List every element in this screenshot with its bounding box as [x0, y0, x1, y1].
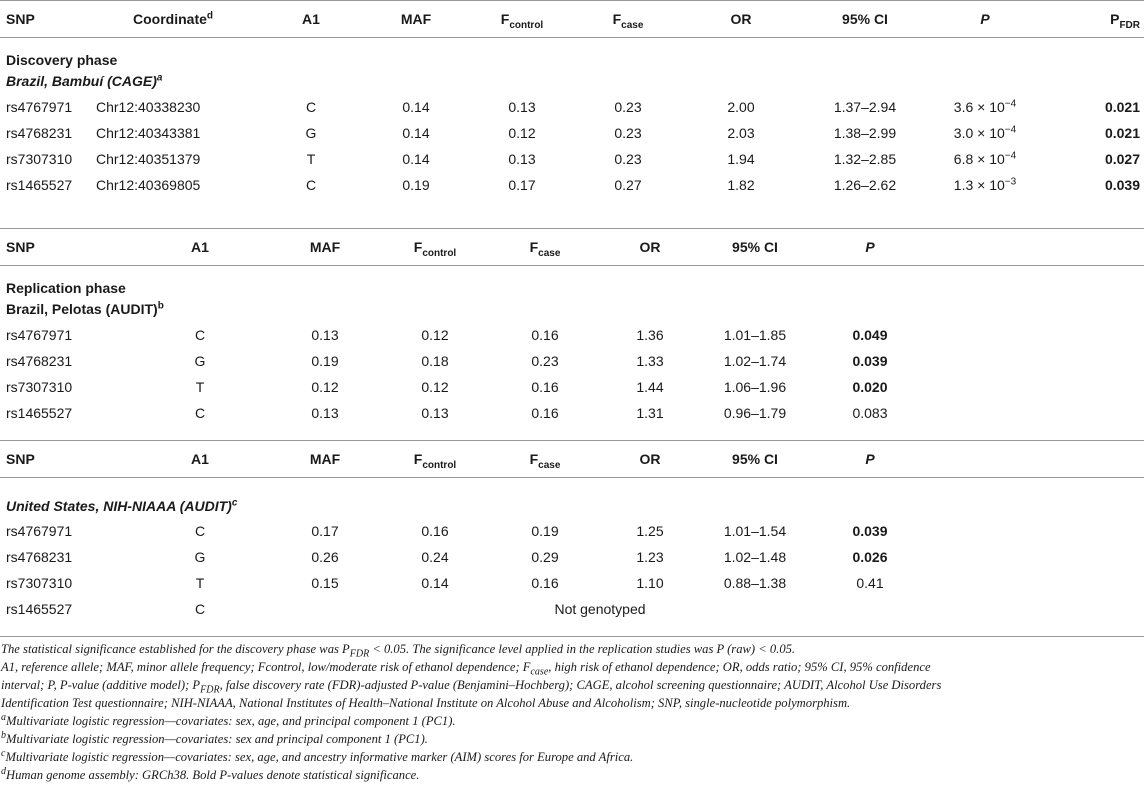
- cell-snp: rs4767971: [6, 523, 73, 539]
- header-coordinate: Coordinate$^d$: [90, 1, 256, 38]
- table-row: [0, 172, 1144, 198]
- cell-snp: rs4768231: [6, 125, 73, 141]
- cell-snp: rs1465527: [6, 601, 73, 617]
- cell-a1: C: [194, 327, 206, 343]
- cell-ci: 1.38–2.99: [833, 125, 897, 141]
- cell-fcase: 0.19: [531, 523, 559, 539]
- header-ci: 95% CI: [700, 229, 810, 266]
- cell-or: 2.03: [727, 125, 755, 141]
- cell-fcontrol: 0.14: [421, 575, 449, 591]
- cell-empty: [930, 322, 1144, 348]
- table-row: [0, 570, 1144, 596]
- table-row: [0, 400, 1144, 426]
- cell-p: 0.026: [852, 549, 888, 565]
- cell-fcontrol: 0.17: [508, 177, 536, 193]
- cell-pfdr: 0.039: [1104, 177, 1140, 193]
- cell-fcase: 0.16: [531, 575, 559, 591]
- not-genotyped-note: Not genotyped: [554, 601, 646, 617]
- footnote-c: $^c$Multivariate logistic regression—covariates: sex, age, and ancestry informative marker (AIM) scores for Europe and Africa.: [1, 747, 634, 764]
- cell-snp: rs7307310: [6, 379, 73, 395]
- cell-maf: 0.17: [311, 523, 339, 539]
- cell-a1: G: [194, 353, 206, 369]
- cell-maf: 0.26: [311, 549, 339, 565]
- cell-a1: C: [194, 601, 206, 617]
- header-empty: [930, 229, 1144, 266]
- cell-fcase: 0.23: [614, 125, 642, 141]
- footnote-line: The statistical significance established for the discovery phase was $P_{FDR} < 0.05$. The significance level applied in the replication studies was P (raw) < 0.05.: [1, 642, 796, 660]
- cell-snp: rs4768231: [6, 549, 73, 565]
- cell-fcontrol: 0.18: [421, 353, 449, 369]
- cell-p: 0.039: [852, 353, 888, 369]
- header-ci: 95% CI: [804, 1, 926, 38]
- cell-maf: 0.14: [402, 125, 430, 141]
- header-fcontrol: $F_{control}$: [380, 229, 490, 266]
- header-maf: MAF: [366, 1, 466, 38]
- footnote-a: $^a$Multivariate logistic regression—covariates: sex, age, and principal component 1 (PC1).: [1, 711, 456, 728]
- table-row: [0, 146, 1144, 172]
- cell-p: $6.8 \times 10^{-4}$: [953, 150, 1017, 167]
- cell-coordinate: Chr12:40369805: [96, 177, 201, 193]
- cell-fcase: 0.16: [531, 379, 559, 395]
- cell-maf: 0.14: [402, 99, 430, 115]
- cell-maf: 0.13: [311, 405, 339, 421]
- cell-p: 0.049: [852, 327, 888, 343]
- cell-or: 1.36: [636, 327, 664, 343]
- cell-ci: 0.96–1.79: [723, 405, 787, 421]
- table-row: [0, 374, 1144, 400]
- cell-maf: 0.19: [311, 353, 339, 369]
- cell-empty: [930, 518, 1144, 544]
- cohort-title: Brazil, Pelotas (AUDIT)$^b$: [6, 300, 164, 317]
- cell-fcase: 0.23: [614, 151, 642, 167]
- cell-pfdr: 0.027: [1104, 151, 1140, 167]
- cell-ci: 1.26–2.62: [833, 177, 897, 193]
- table-row: [0, 120, 1144, 146]
- section-title: Replication phase: [6, 280, 126, 296]
- footnote-line: Identification Test questionnaire; NIH-NIAAA, National Institutes of Health–National Institute on Alcohol Abuse and Alcoholism; SNP, single-nucleotide polymorphism.: [1, 696, 851, 710]
- cohort-title: Brazil, Bambuí (CAGE)$^a$: [6, 72, 163, 89]
- cell-pfdr: 0.021: [1104, 125, 1140, 141]
- header-a1: A1: [130, 229, 270, 266]
- header-a1: A1: [256, 1, 366, 38]
- cell-fcontrol: 0.24: [421, 549, 449, 565]
- cell-ci: 1.02–1.48: [723, 549, 787, 565]
- header-or: OR: [678, 1, 804, 38]
- replication-table: [0, 228, 1144, 426]
- header-ci: 95% CI: [700, 441, 810, 478]
- cell-or: 2.00: [727, 99, 755, 115]
- header-snp: SNP: [0, 441, 130, 478]
- section-row: [0, 38, 1144, 69]
- cell-fcase: 0.23: [531, 353, 559, 369]
- cell-or: 1.33: [636, 353, 664, 369]
- header-maf: MAF: [270, 441, 380, 478]
- cohort-row: [0, 296, 1144, 322]
- cell-ci: 1.32–2.85: [833, 151, 897, 167]
- header-fcase: $F_{case}$: [490, 229, 600, 266]
- cell-snp: rs4767971: [6, 327, 73, 343]
- table-footnotes: [0, 640, 1144, 784]
- cell-a1: T: [195, 575, 205, 591]
- header-a1: A1: [130, 441, 270, 478]
- header-empty: [930, 441, 1144, 478]
- cell-a1: T: [195, 379, 205, 395]
- cell-empty: [930, 570, 1144, 596]
- cell-or: 1.82: [727, 177, 755, 193]
- cell-empty: [930, 374, 1144, 400]
- table-header-row: [0, 441, 1144, 478]
- cell-maf: 0.12: [311, 379, 339, 395]
- cell-p: 0.020: [852, 379, 888, 395]
- niaaa-table: [0, 440, 1144, 622]
- table-row: [0, 544, 1144, 570]
- cell-ci: 1.02–1.74: [723, 353, 787, 369]
- header-fcase: $F_{case}$: [578, 1, 678, 38]
- header-p: P: [810, 229, 930, 266]
- cell-fcase: 0.29: [531, 549, 559, 565]
- cell-maf: 0.14: [402, 151, 430, 167]
- cohort-row: [0, 68, 1144, 94]
- header-fcase: $F_{case}$: [490, 441, 600, 478]
- cell-ci: 1.06–1.96: [723, 379, 787, 395]
- cell-fcase: 0.27: [614, 177, 642, 193]
- cell-fcontrol: 0.12: [421, 327, 449, 343]
- header-pfdr: $P_{FDR}$: [1044, 1, 1144, 38]
- header-p: P: [926, 1, 1044, 38]
- cell-p: $3.6 \times 10^{-4}$: [953, 98, 1017, 115]
- cell-fcase: 0.16: [531, 405, 559, 421]
- table-header-row: [0, 229, 1144, 266]
- cell-p: 0.039: [852, 523, 888, 539]
- cell-or: 1.10: [636, 575, 664, 591]
- cell-fcase: 0.23: [614, 99, 642, 115]
- cell-p: $1.3 \times 10^{-3}$: [953, 176, 1017, 193]
- discovery-table: [0, 0, 1144, 198]
- cell-fcontrol: 0.13: [508, 151, 536, 167]
- header-maf: MAF: [270, 229, 380, 266]
- cell-p: 0.083: [852, 405, 888, 421]
- cell-ci: 1.37–2.94: [833, 99, 897, 115]
- cell-ci: 1.01–1.54: [723, 523, 787, 539]
- cell-fcontrol: 0.12: [508, 125, 536, 141]
- cell-snp: rs1465527: [6, 177, 73, 193]
- table-row: [0, 518, 1144, 544]
- cell-ci: 1.01–1.85: [723, 327, 787, 343]
- cell-fcase: 0.16: [531, 327, 559, 343]
- cell-empty: [930, 544, 1144, 570]
- cell-or: 1.94: [727, 151, 755, 167]
- header-fcontrol: $F_{control}$: [380, 441, 490, 478]
- cell-snp: rs7307310: [6, 151, 73, 167]
- footnote-d: $^d$Human genome assembly: GRCh38. Bold P-values denote statistical significance.: [1, 765, 420, 782]
- cell-p: $3.0 \times 10^{-4}$: [953, 124, 1017, 141]
- cell-coordinate: Chr12:40351379: [96, 151, 201, 167]
- cell-maf: 0.15: [311, 575, 339, 591]
- cell-snp: rs1465527: [6, 405, 73, 421]
- footnote-line: interval; P, P-value (additive model); $P_{FDR}$, false discovery rate (FDR)-adjusted P-value (Benjamini–Hochberg); CAGE, alcohol screening questionnaire; AUDIT, Alcohol Use Disorders: [1, 678, 942, 696]
- section-title: Discovery phase: [6, 52, 118, 68]
- header-snp: SNP: [0, 1, 90, 38]
- cell-fcontrol: 0.12: [421, 379, 449, 395]
- table-row: [0, 94, 1144, 120]
- cell-snp: rs7307310: [6, 575, 73, 591]
- cell-coordinate: Chr12:40338230: [96, 99, 201, 115]
- cell-fcontrol: 0.16: [421, 523, 449, 539]
- cell-maf: 0.19: [402, 177, 430, 193]
- footnote-line: A1, reference allele; MAF, minor allele frequency; Fcontrol, low/moderate risk of ethanol dependence; $F_{case}$, high risk of ethanol dependence; OR, odds ratio; 95% CI, 95% confidence: [1, 660, 931, 678]
- cell-a1: C: [305, 99, 317, 115]
- cell-fcontrol: 0.13: [508, 99, 536, 115]
- cell-empty: [930, 596, 1144, 622]
- cell-maf: 0.13: [311, 327, 339, 343]
- cell-a1: G: [194, 549, 206, 565]
- header-snp: SNP: [0, 229, 130, 266]
- table-row: [0, 348, 1144, 374]
- cell-empty: [930, 400, 1144, 426]
- footnote-divider: [0, 636, 1144, 637]
- cell-p: 0.41: [856, 575, 884, 591]
- footnote-b: $^b$Multivariate logistic regression—covariates: sex and principal component 1 (PC1).: [1, 729, 428, 746]
- cell-empty: [930, 348, 1144, 374]
- header-or: OR: [600, 229, 700, 266]
- header-or: OR: [600, 441, 700, 478]
- header-fcontrol: $F_{control}$: [466, 1, 578, 38]
- cohort-row: [0, 478, 1144, 519]
- cell-or: 1.23: [636, 549, 664, 565]
- cell-a1: G: [305, 125, 317, 141]
- cell-fcontrol: 0.13: [421, 405, 449, 421]
- table-row: [0, 596, 1144, 622]
- cell-or: 1.31: [636, 405, 664, 421]
- section-row: [0, 266, 1144, 297]
- cell-snp: rs4767971: [6, 99, 73, 115]
- header-p: P: [810, 441, 930, 478]
- cell-coordinate: Chr12:40343381: [96, 125, 201, 141]
- cell-ci: 0.88–1.38: [723, 575, 787, 591]
- cell-or: 1.25: [636, 523, 664, 539]
- cell-a1: C: [194, 405, 206, 421]
- cell-snp: rs4768231: [6, 353, 73, 369]
- table-header-row: [0, 1, 1144, 38]
- cell-a1: C: [305, 177, 317, 193]
- cohort-title: United States, NIH-NIAAA (AUDIT)$^c$: [6, 497, 238, 514]
- cell-a1: T: [306, 151, 316, 167]
- cell-a1: C: [194, 523, 206, 539]
- table-row: [0, 322, 1144, 348]
- cell-pfdr: 0.021: [1104, 99, 1140, 115]
- cell-or: 1.44: [636, 379, 664, 395]
